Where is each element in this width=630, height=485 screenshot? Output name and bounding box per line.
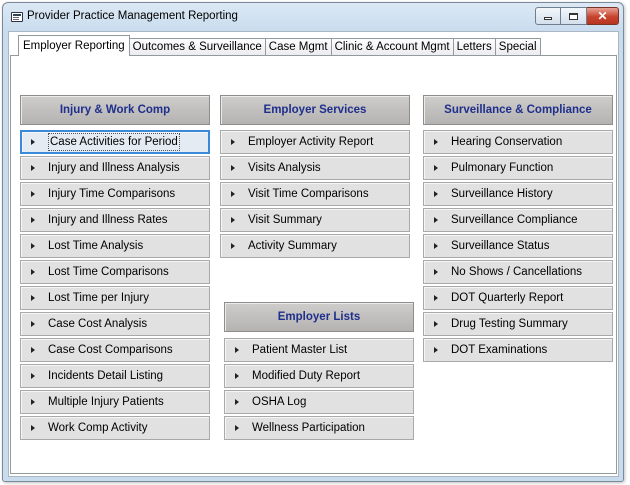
- report-label: Case Cost Analysis: [48, 318, 148, 330]
- app-window-icon[interactable]: [11, 12, 23, 22]
- report-wellness-participation-button[interactable]: [224, 416, 414, 440]
- tab-employer-reporting[interactable]: Employer Reporting: [18, 35, 130, 56]
- report-osha-log-button[interactable]: [224, 390, 414, 414]
- report-label: Patient Master List: [252, 344, 348, 356]
- report-modified-duty-report-button[interactable]: [224, 364, 414, 388]
- tab-outcomes-surveillance[interactable]: Outcomes & Surveillance: [129, 38, 266, 56]
- report-label: Lost Time per Injury: [48, 292, 149, 304]
- window-title: Provider Practice Management Reporting: [27, 10, 238, 22]
- report-label: Lost Time Analysis: [48, 240, 144, 252]
- play-arrow-icon: [434, 347, 438, 353]
- report-label: Surveillance Status: [451, 240, 550, 252]
- report-label: Surveillance History: [451, 188, 553, 200]
- tab-case-mgmt[interactable]: Case Mgmt: [265, 38, 332, 56]
- play-arrow-icon: [434, 165, 438, 171]
- report-label: Activity Summary: [248, 240, 337, 252]
- play-arrow-icon: [231, 191, 235, 197]
- tab-clinic-account-mgmt[interactable]: Clinic & Account Mgmt: [331, 38, 454, 56]
- play-arrow-icon: [31, 165, 35, 171]
- play-arrow-icon: [434, 321, 438, 327]
- play-arrow-icon: [434, 243, 438, 249]
- report-label: Injury Time Comparisons: [48, 188, 176, 200]
- play-arrow-icon: [434, 139, 438, 145]
- maximize-icon: [569, 13, 578, 20]
- report-label: Incidents Detail Listing: [48, 370, 164, 382]
- play-arrow-icon: [231, 243, 235, 249]
- close-icon: ✕: [597, 9, 608, 23]
- report-hearing-conservation-button[interactable]: [423, 130, 613, 154]
- report-lost-time-analysis-button[interactable]: [20, 234, 210, 258]
- play-arrow-icon: [31, 425, 35, 431]
- play-arrow-icon: [31, 321, 35, 327]
- play-arrow-icon: [235, 347, 239, 353]
- report-label: Multiple Injury Patients: [48, 396, 164, 408]
- close-button[interactable]: [587, 7, 619, 25]
- play-arrow-icon: [31, 191, 35, 197]
- surveillance-compliance-header: Surveillance & Compliance: [423, 95, 613, 125]
- play-arrow-icon: [31, 269, 35, 275]
- report-label: Employer Activity Report: [248, 136, 374, 148]
- report-injury-and-illness-rates-button[interactable]: [20, 208, 210, 232]
- play-arrow-icon: [31, 217, 35, 223]
- report-label: DOT Examinations: [451, 344, 548, 356]
- play-arrow-icon: [31, 373, 35, 379]
- report-multiple-injury-patients-button[interactable]: [20, 390, 210, 414]
- report-lost-time-comparisons-button[interactable]: [20, 260, 210, 284]
- report-label: OSHA Log: [252, 396, 307, 408]
- report-label: Lost Time Comparisons: [48, 266, 169, 278]
- maximize-button[interactable]: [561, 7, 587, 25]
- play-arrow-icon: [434, 295, 438, 301]
- report-surveillance-status-button[interactable]: [423, 234, 613, 258]
- play-arrow-icon: [235, 425, 239, 431]
- report-label: DOT Quarterly Report: [451, 292, 564, 304]
- report-label: Wellness Participation: [252, 422, 365, 434]
- report-dot-quarterly-report-button[interactable]: [423, 286, 613, 310]
- report-label: Hearing Conservation: [451, 136, 563, 148]
- play-arrow-icon: [31, 347, 35, 353]
- report-dot-examinations-button[interactable]: [423, 338, 613, 362]
- play-arrow-icon: [31, 139, 35, 145]
- report-label: Injury and Illness Rates: [48, 214, 168, 226]
- report-label: No Shows / Cancellations: [451, 266, 583, 278]
- report-injury-and-illness-analysis-button[interactable]: [20, 156, 210, 180]
- play-arrow-icon: [434, 269, 438, 275]
- report-label: Case Cost Comparisons: [48, 344, 173, 356]
- client-area: [8, 31, 619, 477]
- report-incidents-detail-listing-button[interactable]: [20, 364, 210, 388]
- tab-strip: [18, 35, 540, 56]
- report-work-comp-activity-button[interactable]: [20, 416, 210, 440]
- report-label: Visit Time Comparisons: [248, 188, 369, 200]
- report-visits-analysis-button[interactable]: [220, 156, 410, 180]
- play-arrow-icon: [31, 399, 35, 405]
- play-arrow-icon: [231, 165, 235, 171]
- injury-work-comp-header: Injury & Work Comp: [20, 95, 210, 125]
- report-drug-testing-summary-button[interactable]: [423, 312, 613, 336]
- report-label: Work Comp Activity: [48, 422, 148, 434]
- report-surveillance-history-button[interactable]: [423, 182, 613, 206]
- report-employer-activity-report-button[interactable]: [220, 130, 410, 154]
- play-arrow-icon: [235, 399, 239, 405]
- report-pulmonary-function-button[interactable]: [423, 156, 613, 180]
- play-arrow-icon: [31, 243, 35, 249]
- play-arrow-icon: [235, 373, 239, 379]
- play-arrow-icon: [31, 295, 35, 301]
- report-no-shows-cancellations-button[interactable]: [423, 260, 613, 284]
- report-label: Surveillance Compliance: [451, 214, 578, 226]
- report-activity-summary-button[interactable]: [220, 234, 410, 258]
- employer-reporting-panel: [10, 55, 617, 474]
- play-arrow-icon: [434, 191, 438, 197]
- employer-lists-header: Employer Lists: [224, 302, 414, 332]
- report-label: Visits Analysis: [248, 162, 321, 174]
- play-arrow-icon: [231, 139, 235, 145]
- report-label: Injury and Illness Analysis: [48, 162, 180, 174]
- report-injury-time-comparisons-button[interactable]: [20, 182, 210, 206]
- report-visit-time-comparisons-button[interactable]: [220, 182, 410, 206]
- report-visit-summary-button[interactable]: [220, 208, 410, 232]
- play-arrow-icon: [231, 217, 235, 223]
- title-bar[interactable]: [3, 3, 623, 31]
- report-case-activities-for-period-button[interactable]: [20, 130, 210, 154]
- report-lost-time-per-injury-button[interactable]: [20, 286, 210, 310]
- report-label: Drug Testing Summary: [451, 318, 568, 330]
- report-label: Modified Duty Report: [252, 370, 361, 382]
- tab-special[interactable]: Special: [495, 38, 541, 56]
- tab-letters[interactable]: Letters: [453, 38, 496, 56]
- report-label: Visit Summary: [248, 214, 322, 226]
- minimize-icon: [544, 17, 552, 20]
- employer-services-header: Employer Services: [220, 95, 410, 125]
- app-window: [2, 2, 624, 482]
- play-arrow-icon: [434, 217, 438, 223]
- report-case-cost-comparisons-button[interactable]: [20, 338, 210, 362]
- report-label: Pulmonary Function: [451, 162, 554, 174]
- report-surveillance-compliance-button[interactable]: [423, 208, 613, 232]
- report-label: Case Activities for Period: [48, 133, 180, 151]
- minimize-button[interactable]: [535, 7, 561, 25]
- report-case-cost-analysis-button[interactable]: [20, 312, 210, 336]
- report-patient-master-list-button[interactable]: [224, 338, 414, 362]
